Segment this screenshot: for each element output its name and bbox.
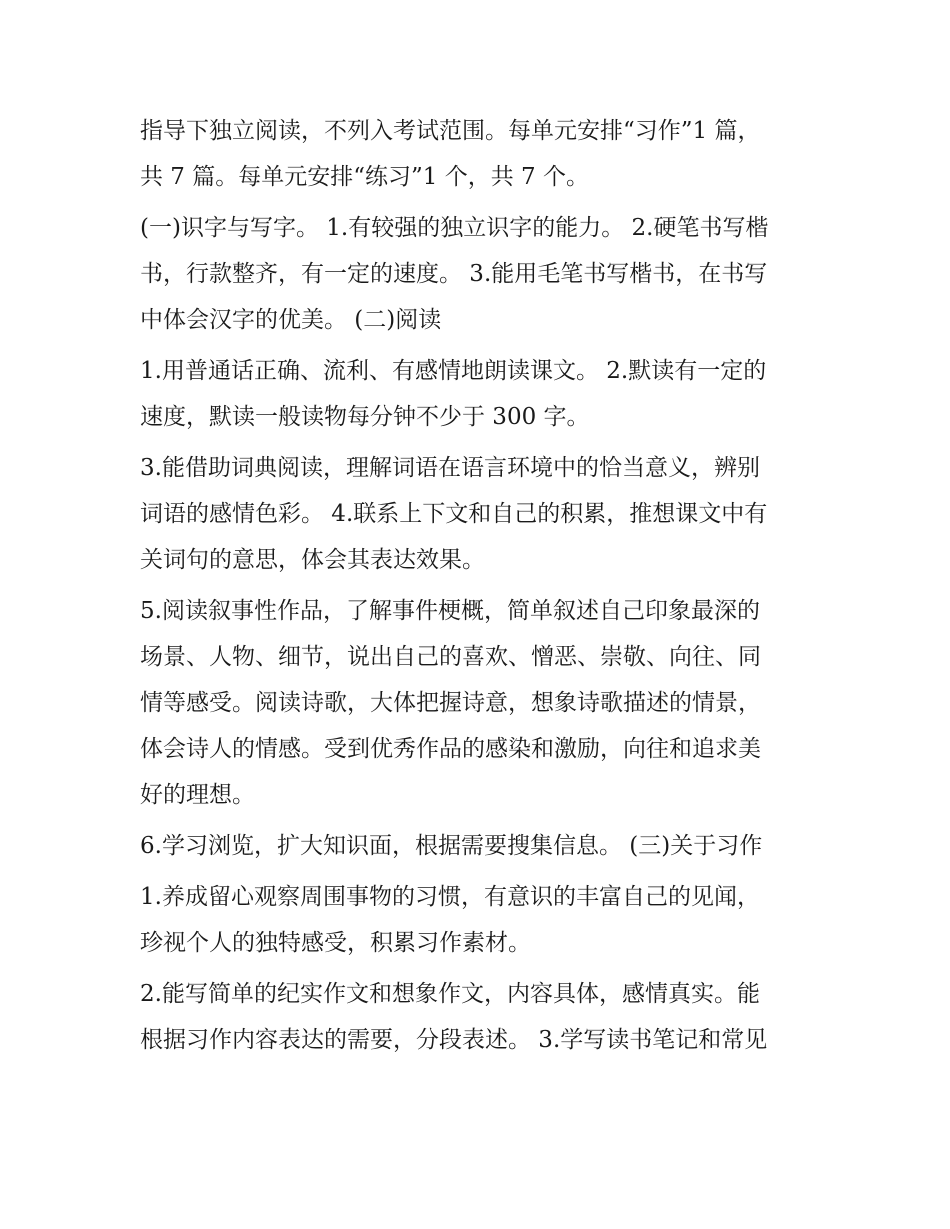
paragraph-reading-6 xyxy=(140,823,820,869)
text-line: 词语的感情色彩。 4.联系上下文和自己的积累，推想课文中有 xyxy=(140,501,768,527)
text-line: 6.学习浏览，扩大知识面，根据需要搜集信息。 (三)关于习作 xyxy=(140,833,763,859)
paragraph-literacy-writing xyxy=(140,205,820,343)
text-line: 珍视个人的独特感受，积累习作素材。 xyxy=(140,930,531,956)
text-line: 2.能写简单的纪实作文和想象作文，内容具体，感情真实。能 xyxy=(140,981,760,1007)
text-line: 共 7 篇。每单元安排“练习”1 个，共 7 个。 xyxy=(140,164,589,190)
paragraph-unit-arrangement xyxy=(140,108,820,200)
text-line: 关词句的意思，体会其表达效果。 xyxy=(140,547,485,573)
paragraph-reading-5 xyxy=(140,588,820,818)
document-body xyxy=(140,108,820,1068)
text-line: 场景、人物、细节，说出自己的喜欢、憎恶、崇敬、向往、同 xyxy=(140,644,761,670)
text-line: 1.养成留心观察周围事物的习惯，有意识的丰富自己的见闻， xyxy=(140,884,760,910)
paragraph-composition-1 xyxy=(140,874,820,966)
text-line: 速度，默读一般读物每分钟不少于 300 字。 xyxy=(140,404,590,430)
text-line: (一)识字与写字。 1.有较强的独立识字的能力。 2.硬笔书写楷 xyxy=(140,215,769,241)
text-line: 中体会汉字的优美。 (二)阅读 xyxy=(140,307,442,333)
text-line: 体会诗人的情感。受到优秀作品的感染和激励，向往和追求美 xyxy=(140,736,761,762)
text-line: 根据习作内容表达的需要，分段表述。 3.学写读书笔记和常见 xyxy=(140,1027,768,1053)
paragraph-reading-1 xyxy=(140,348,820,440)
text-line: 指导下独立阅读，不列入考试范围。每单元安排“习作”1 篇， xyxy=(140,118,761,144)
text-line: 好的理想。 xyxy=(140,782,255,808)
paragraph-reading-3 xyxy=(140,445,820,583)
text-line: 书，行款整齐，有一定的速度。 3.能用毛笔书写楷书，在书写 xyxy=(140,261,768,287)
text-line: 3.能借助词典阅读，理解词语在语言环境中的恰当意义，辨别 xyxy=(140,455,760,481)
text-line: 1.用普通话正确、流利、有感情地朗读课文。 2.默读有一定的 xyxy=(140,358,767,384)
paragraph-composition-2 xyxy=(140,971,820,1063)
text-line: 情等感受。阅读诗歌，大体把握诗意，想象诗歌描述的情景， xyxy=(140,690,761,716)
text-line: 5.阅读叙事性作品，了解事件梗概，简单叙述自己印象最深的 xyxy=(140,598,760,624)
